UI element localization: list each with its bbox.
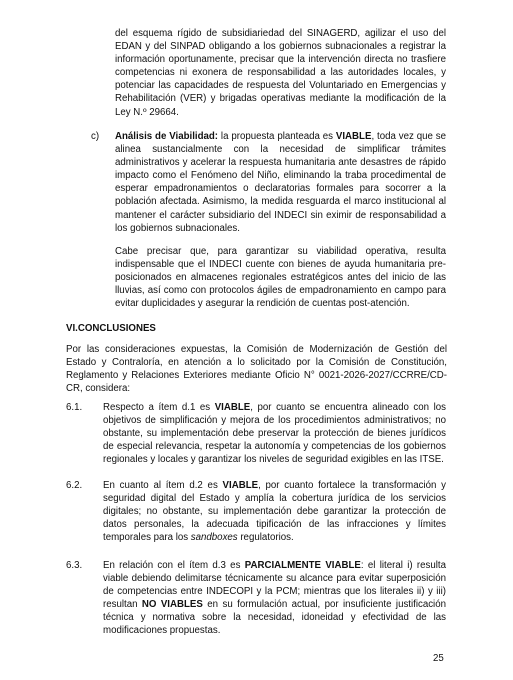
item-c-paragraph xyxy=(115,130,446,235)
conclusions-intro: Por las consideraciones expuestas, la Comisión de Modernización de Gestión del Estado y Contraloría, en atención a lo solicitado por la Comisión de Constitución, Reglamento y Relaciones Exteriores mediante Oficio N° 0021-2026-2027/CCRRE/CD-CR, considera: xyxy=(66,344,447,395)
c63-text-1: En relación con el ítem d.3 es xyxy=(103,560,245,571)
page-number: 25 xyxy=(433,653,444,664)
item-c-verdict: VIABLE xyxy=(335,131,372,142)
conclusion-6-3 xyxy=(103,559,446,638)
conclusion-6-2 xyxy=(103,479,446,544)
c62-text-2: , por cuanto fortalece la transformación y seguridad digital del Estado y amplía la cobertura jurídica de los servicios digitales; no obstante, su implementación debe garantizar la protección de datos personales, la adecuada tipificación de las infracciones y límites temporales para los xyxy=(103,480,446,544)
c61-text-1: Respecto a ítem d.1 es xyxy=(103,402,215,413)
c62-text-3: regulatorios. xyxy=(237,532,294,544)
c62-text-1: En cuanto al ítem d.2 es xyxy=(103,480,223,491)
section-heading: VI.CONCLUSIONES xyxy=(66,323,156,334)
c63-text-3: en su formulación actual, por insuficiente justificación técnica y normativa sobre la necesidad, idoneidad y efectividad de las modificaciones propuestas. xyxy=(103,599,446,637)
conclusion-6-1-number: 6.1. xyxy=(66,402,83,413)
c63-text-2: : el literal i) resulta viable debiendo delimitarse técnicamente su alcance para evitar superposición de competencias entre INDECOPI y la PCM; mientras que los literales ii) y iii) resultan xyxy=(103,560,446,611)
item-c-title: Análisis de Viabilidad: xyxy=(115,131,219,142)
item-c-text-1: la propuesta planteada es xyxy=(218,131,336,142)
c61-text-2: , por cuanto se encuentra alineado con los objetivos de simplificación y mejora de los procedimientos administrativos; no obstante, su implementación debe preservar la protección de bienes jurídicos de especial relevancia, respetar la autonomía y competencias de los gobiernos regionales y locales y garantizar los niveles de seguridad exigibles en las ITSE. xyxy=(103,402,446,466)
c62-verdict: VIABLE xyxy=(222,480,259,491)
item-c-text-2: , toda vez que se alinea sustancialmente con la necesidad de simplificar trámites administrativos y acelerar la respuesta humanitaria ante desastres de rápido impacto como el Fenómeno del Niño, eliminando la traba procedimental de esperar empadronamientos o declaratorias formales para socorrer a la población afectada. Asimismo, la medida resguarda el marco institucional al mantener el carácter subsidiario del INDECI sin eximir de responsabilidad a los gobiernos subnacionales. xyxy=(115,131,446,234)
c63-verdict-1: PARCIALMENTE VIABLE xyxy=(244,560,361,571)
conclusion-6-3-number: 6.3. xyxy=(66,560,83,571)
c63-verdict-2: NO VIABLES xyxy=(141,599,203,611)
item-c-second-paragraph: Cabe precisar que, para garantizar su viabilidad operativa, resulta indispensable que el INDECI cuente con bienes de ayuda humanitaria pre-posicionados en almacenes regionales estratégicos antes del inicio de las lluvias, así como con protocolos ágiles de empadronamiento en campo para evitar duplicidades y asegurar la rendición de cuentas post-atención. xyxy=(115,246,446,310)
c62-emphasis: sandboxes xyxy=(190,532,238,544)
item-c-marker: c) xyxy=(91,131,100,142)
conclusion-6-2-number: 6.2. xyxy=(66,480,83,491)
conclusion-6-1 xyxy=(103,401,446,466)
continuation-paragraph: del esquema rígido de subsidiariedad del SINAGERD, agilizar el uso del EDAN y del SINPAD obligando a los gobiernos subnacionales a registrar la información oportunamente, precisar que la intervención directa no trasfiere competencias ni exonera de responsabilidad a las autoridades locales, y potenciar las capacidades de respuesta del Voluntariado en Emergencias y Rehabilitación (VER) y brigadas operativas mediante la modificación de la Ley N.º 29664. xyxy=(115,28,446,118)
c61-verdict: VIABLE xyxy=(214,402,251,413)
